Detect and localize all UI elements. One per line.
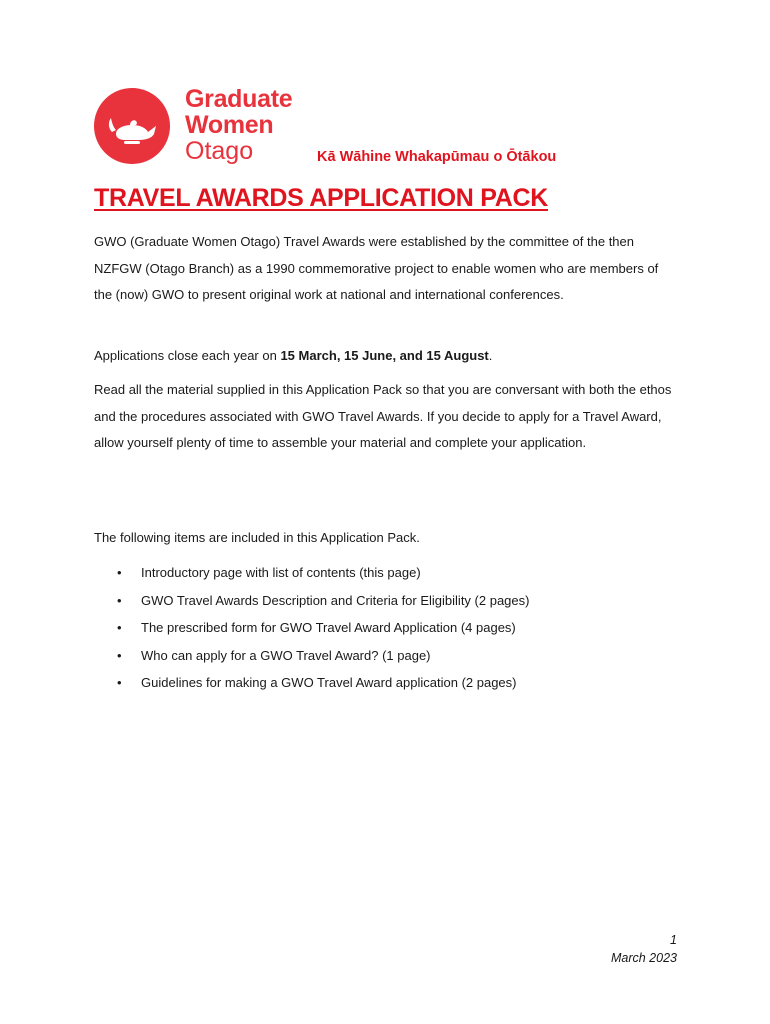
lamp-icon [94,88,170,164]
bullet-icon: • [117,565,122,580]
footer-date: March 2023 [610,951,677,965]
list-item-text: GWO Travel Awards Description and Criteria for Eligibility (2 pages) [141,592,530,608]
page-number: 1 [670,933,677,947]
bullet-icon: • [117,620,122,636]
items-intro: The following items are included in this Application Pack. [94,530,420,545]
bullet-icon: • [117,675,122,691]
page-title: TRAVEL AWARDS APPLICATION PACK [94,184,548,212]
page-footer [611,931,677,967]
contents-list [94,559,529,697]
logo-line-graduate: Graduate [185,85,293,113]
list-item [94,559,529,587]
logo-line-women: Women [185,111,274,139]
bullet-icon: • [117,592,122,608]
intro-paragraph: GWO (Graduate Women Otago) Travel Awards were established by the committee of the then NZFGW (Otago Branch) as a 1990 commemorative project to enable women who are members of the (now) GWO to present original work at national and international conferences. [94,234,659,303]
list-item [94,614,529,642]
list-item [94,642,529,670]
list-item-text: Guidelines for making a GWO Travel Award application (2 pages) [141,675,517,691]
closing-dates: 15 March, 15 June, and 15 August [280,348,489,363]
logo-line-otago: Otago [185,137,254,165]
list-item [94,587,529,615]
list-item-text: The prescribed form for GWO Travel Award Application (4 pages) [141,620,516,636]
list-item-text: Introductory page with list of contents (this page) [141,565,421,580]
logo-wordmark [185,86,292,164]
closing-dates-prefix: Applications close each year on [94,348,281,363]
instructions-paragraph: Read all the material supplied in this Application Pack so that you are conversant with both the ethos and the procedures associated with GWO Travel Awards. If you decide to apply for a Travel Award, allow yourself plenty of time to assemble your material and complete your application. [94,382,672,451]
list-item-text: Who can apply for a GWO Travel Award? (1 page) [141,647,431,663]
maori-subtitle: Kā Wāhine Whakapūmau o Ōtākou [317,149,557,165]
list-item [94,669,529,697]
closing-dates-suffix: . [488,348,493,363]
bullet-icon: • [117,647,122,663]
closing-dates-paragraph [94,343,674,370]
